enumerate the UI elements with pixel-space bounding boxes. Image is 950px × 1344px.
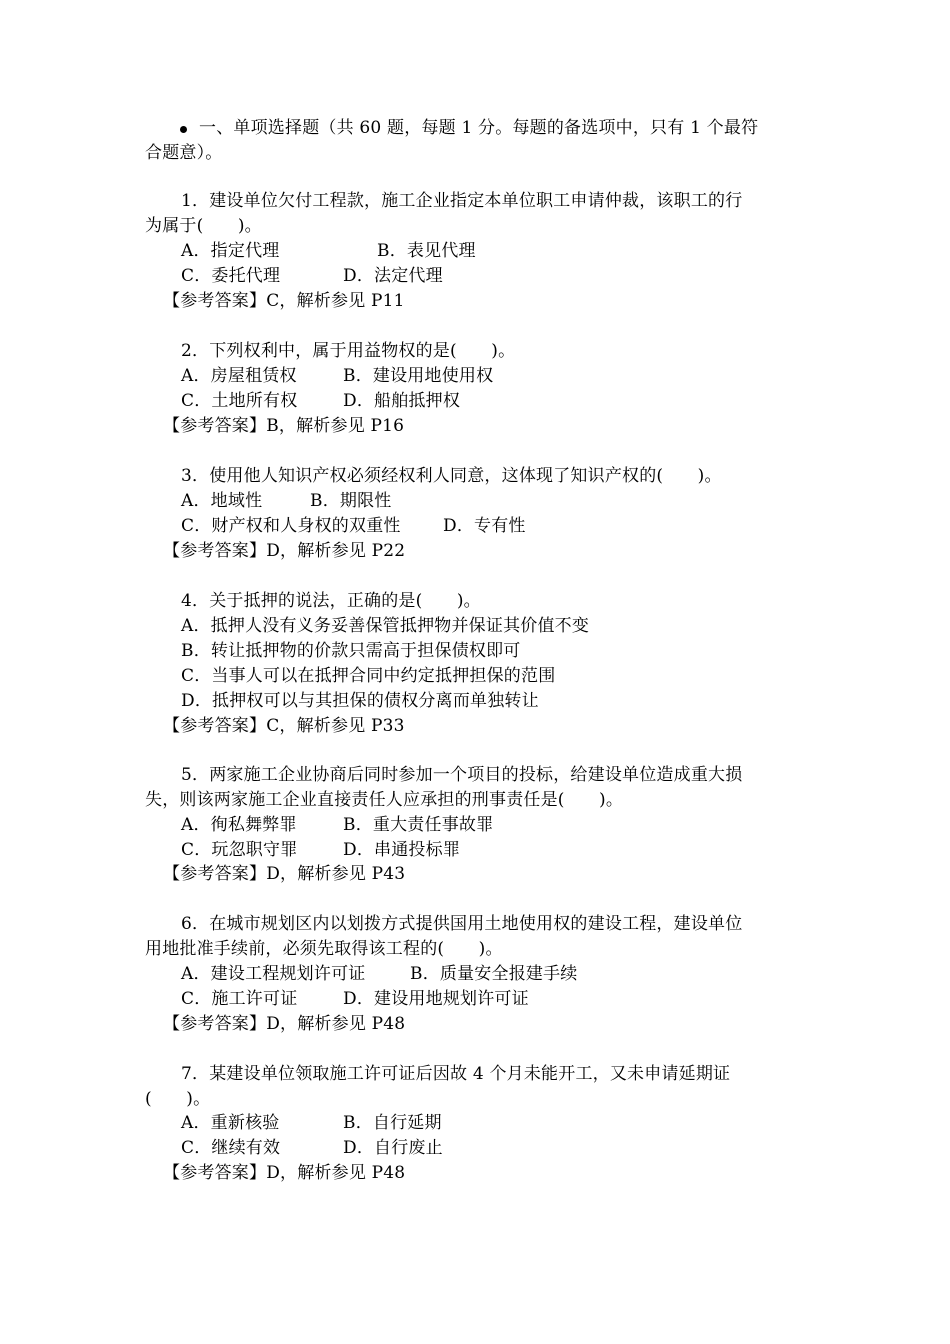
section-heading-line-1: 一、单项选择题（共 60 题，每题 1 分。每题的备选项中，只有 1 个最符 bbox=[199, 118, 759, 138]
question-5-stem-line-2: 失，则该两家施工企业直接责任人应承担的刑事责任是( )。 bbox=[145, 790, 624, 810]
question-7-option-a: A．重新核验 bbox=[181, 1113, 280, 1133]
question-1-option-c: C．委托代理 bbox=[181, 266, 281, 286]
question-2-answer: 【参考答案】B，解析参见 P16 bbox=[163, 416, 405, 436]
question-1-stem-line-2: 为属于( )。 bbox=[145, 216, 262, 236]
question-2-option-c: C．土地所有权 bbox=[181, 391, 298, 411]
section-heading-line-2: 合题意）。 bbox=[145, 143, 223, 163]
question-4-stem-line-1: 4．关于抵押的说法，正确的是( )。 bbox=[181, 591, 481, 611]
question-3-option-b: B．期限性 bbox=[310, 491, 392, 511]
question-5-option-a: A．徇私舞弊罪 bbox=[181, 815, 297, 835]
question-2-option-d: D．船舶抵押权 bbox=[343, 391, 461, 411]
question-5-answer: 【参考答案】D，解析参见 P43 bbox=[163, 864, 406, 884]
question-5-option-b: B．重大责任事故罪 bbox=[343, 815, 494, 835]
question-6-stem-line-1: 6．在城市规划区内以划拨方式提供国用土地使用权的建设工程，建设单位 bbox=[181, 914, 743, 934]
question-7-option-d: D．自行废止 bbox=[343, 1138, 443, 1158]
question-1-answer: 【参考答案】C，解析参见 P11 bbox=[163, 291, 405, 311]
question-4-option-b: B．转让抵押物的价款只需高于担保债权即可 bbox=[181, 641, 521, 661]
question-6-option-c: C．施工许可证 bbox=[181, 989, 298, 1009]
question-6-answer: 【参考答案】D，解析参见 P48 bbox=[163, 1014, 406, 1034]
question-3-option-a: A．地域性 bbox=[181, 491, 263, 511]
question-1-stem-line-1: 1．建设单位欠付工程款，施工企业指定本单位职工申请仲裁，该职工的行 bbox=[181, 191, 743, 211]
question-3-option-c: C．财产权和人身权的双重性 bbox=[181, 516, 401, 536]
question-7-stem-line-1: 7．某建设单位领取施工许可证后因故 4 个月未能开工，又未申请延期证 bbox=[181, 1064, 731, 1084]
question-5-option-c: C．玩忽职守罪 bbox=[181, 840, 298, 860]
question-5-stem-line-1: 5．两家施工企业协商后同时参加一个项目的投标，给建设单位造成重大损 bbox=[181, 765, 743, 785]
question-5-option-d: D．串通投标罪 bbox=[343, 840, 461, 860]
question-6-option-b: B．质量安全报建手续 bbox=[410, 964, 578, 984]
question-2-option-a: A．房屋租赁权 bbox=[181, 366, 297, 386]
question-6-option-a: A．建设工程规划许可证 bbox=[181, 964, 366, 984]
question-7-answer: 【参考答案】D，解析参见 P48 bbox=[163, 1163, 406, 1183]
question-4-option-c: C．当事人可以在抵押合同中约定抵押担保的范围 bbox=[181, 666, 556, 686]
question-4-answer: 【参考答案】C，解析参见 P33 bbox=[163, 716, 405, 736]
question-4-option-a: A．抵押人没有义务妥善保管抵押物并保证其价值不变 bbox=[181, 616, 590, 636]
question-3-answer: 【参考答案】D，解析参见 P22 bbox=[163, 541, 406, 561]
question-6-option-d: D．建设用地规划许可证 bbox=[343, 989, 529, 1009]
question-3-stem-line-1: 3．使用他人知识产权必须经权利人同意，这体现了知识产权的( )。 bbox=[181, 466, 722, 486]
question-1-option-a: A．指定代理 bbox=[181, 241, 280, 261]
bullet-icon bbox=[180, 126, 187, 133]
question-7-option-b: B．自行延期 bbox=[343, 1113, 442, 1133]
question-2-option-b: B．建设用地使用权 bbox=[343, 366, 494, 386]
question-4-option-d: D．抵押权可以与其担保的债权分离而单独转让 bbox=[181, 691, 539, 711]
question-7-stem-line-2: ( )。 bbox=[145, 1089, 211, 1109]
question-6-stem-line-2: 用地批准手续前，必须先取得该工程的( )。 bbox=[145, 939, 503, 959]
question-2-stem-line-1: 2．下列权利中，属于用益物权的是( )。 bbox=[181, 341, 516, 361]
question-1-option-d: D．法定代理 bbox=[343, 266, 443, 286]
question-3-option-d: D．专有性 bbox=[443, 516, 526, 536]
question-7-option-c: C．继续有效 bbox=[181, 1138, 281, 1158]
question-1-option-b: B．表见代理 bbox=[377, 241, 476, 261]
